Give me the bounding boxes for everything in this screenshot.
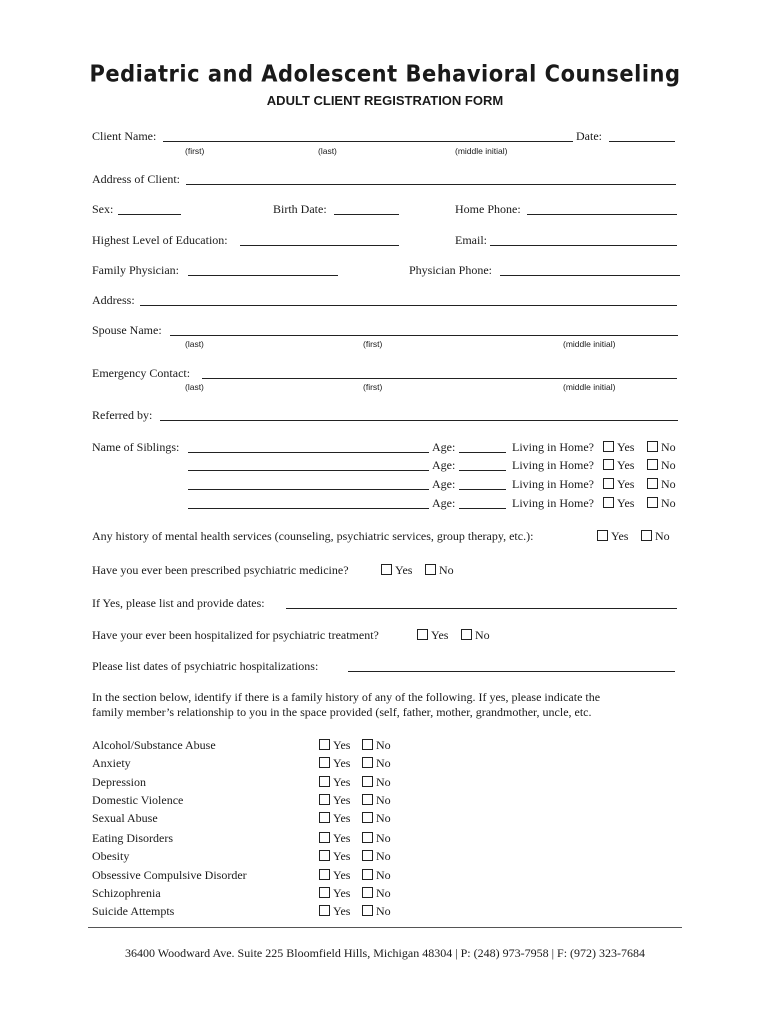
yes-label: Yes	[333, 738, 351, 752]
condition-no[interactable]	[362, 886, 391, 900]
spouse-first-hint: (first)	[363, 339, 383, 349]
sibling-age-field[interactable]	[459, 452, 506, 453]
yes-label: Yes	[333, 831, 351, 845]
condition-yes[interactable]	[319, 831, 350, 845]
medicine-question: Have you ever been prescribed psychiatric medicine?	[92, 563, 349, 577]
yes-label: Yes	[617, 496, 635, 510]
condition-label: Obesity	[92, 849, 130, 863]
emergency-middle-hint: (middle initial)	[563, 382, 616, 392]
condition-no[interactable]	[362, 868, 391, 882]
referred-label: Referred by:	[92, 408, 153, 422]
checkbox-icon[interactable]	[362, 794, 373, 805]
physician-phone-label: Physician Phone:	[409, 263, 492, 277]
client-address-label: Address of Client:	[92, 172, 180, 186]
condition-label: Suicide Attempts	[92, 904, 175, 918]
sibling-name-field[interactable]	[188, 452, 429, 453]
living-yes-option[interactable]	[603, 458, 634, 472]
no-label: No	[661, 477, 676, 491]
condition-yes[interactable]	[319, 811, 350, 825]
no-label: No	[376, 738, 391, 752]
condition-yes[interactable]	[319, 849, 350, 863]
yes-label: Yes	[431, 628, 449, 642]
condition-no[interactable]	[362, 793, 391, 807]
birth-date-field[interactable]	[334, 214, 399, 215]
condition-yes[interactable]	[319, 904, 350, 918]
client-address-field[interactable]	[186, 184, 676, 185]
checkbox-icon[interactable]	[362, 739, 373, 750]
no-label: No	[376, 886, 391, 900]
checkbox-icon[interactable]	[319, 887, 330, 898]
condition-no[interactable]	[362, 756, 391, 770]
checkbox-icon[interactable]	[461, 629, 472, 640]
spouse-last-hint: (last)	[185, 339, 204, 349]
condition-no[interactable]	[362, 904, 391, 918]
checkbox-icon[interactable]	[641, 530, 652, 541]
yes-label: Yes	[333, 868, 351, 882]
no-label: No	[661, 458, 676, 472]
hospitalized-question: Have your ever been hospitalized for psychiatric treatment?	[92, 628, 379, 642]
mental-health-no[interactable]	[641, 529, 670, 543]
yes-label: Yes	[617, 440, 635, 454]
hospitalization-dates-field[interactable]	[348, 671, 675, 672]
emergency-first-hint: (first)	[363, 382, 383, 392]
checkbox-icon[interactable]	[362, 887, 373, 898]
no-label: No	[661, 440, 676, 454]
client-last-hint: (last)	[318, 146, 337, 156]
hospitalized-yes[interactable]	[417, 628, 448, 642]
no-label: No	[661, 496, 676, 510]
condition-yes[interactable]	[319, 886, 350, 900]
condition-yes[interactable]	[319, 738, 350, 752]
checkbox-icon[interactable]	[362, 812, 373, 823]
list-dates-field[interactable]	[286, 608, 677, 609]
practice-title: Pediatric and Adolescent Behavioral Counseling	[89, 60, 681, 88]
living-no-option[interactable]	[647, 477, 676, 491]
condition-label: Domestic Violence	[92, 793, 184, 807]
footer-contact: 36400 Woodward Ave. Suite 225 Bloomfield Hills, Michigan 48304 | P: (248) 973-7958 | F: (972) 323-7684	[124, 946, 646, 960]
home-phone-field[interactable]	[527, 214, 677, 215]
birth-date-label: Birth Date:	[273, 202, 327, 216]
form-title: ADULT CLIENT REGISTRATION FORM	[266, 93, 504, 108]
living-no-option[interactable]	[647, 440, 676, 454]
family-history-instructions-1: In the section below, identify if there is a family history of any of the following. If yes, please indicate the	[92, 690, 601, 704]
living-yes-option[interactable]	[603, 496, 634, 510]
checkbox-icon[interactable]	[319, 905, 330, 916]
no-label: No	[376, 831, 391, 845]
checkbox-icon[interactable]	[319, 869, 330, 880]
client-first-hint: (first)	[185, 146, 205, 156]
checkbox-icon[interactable]	[647, 497, 658, 508]
condition-label: Obsessive Compulsive Disorder	[92, 868, 247, 882]
no-label: No	[655, 529, 670, 543]
yes-label: Yes	[617, 477, 635, 491]
physician-phone-field[interactable]	[500, 275, 680, 276]
no-label: No	[376, 775, 391, 789]
email-field[interactable]	[490, 245, 677, 246]
condition-label: Anxiety	[92, 756, 131, 770]
yes-label: Yes	[395, 563, 413, 577]
sibling-name-field[interactable]	[188, 489, 429, 490]
condition-yes[interactable]	[319, 793, 350, 807]
education-label: Highest Level of Education:	[92, 233, 228, 247]
checkbox-icon[interactable]	[362, 905, 373, 916]
date-label: Date:	[576, 129, 602, 143]
living-yes-option[interactable]	[603, 440, 634, 454]
no-label: No	[376, 904, 391, 918]
checkbox-icon[interactable]	[603, 497, 614, 508]
sex-label: Sex:	[92, 202, 114, 216]
checkbox-icon[interactable]	[381, 564, 392, 575]
condition-label: Sexual Abuse	[92, 811, 158, 825]
checkbox-icon[interactable]	[319, 739, 330, 750]
sibling-age-label: Age:	[432, 496, 456, 510]
condition-no[interactable]	[362, 811, 391, 825]
condition-label: Alcohol/Substance Abuse	[92, 738, 216, 752]
sex-field[interactable]	[118, 214, 181, 215]
yes-label: Yes	[333, 793, 351, 807]
checkbox-icon[interactable]	[319, 776, 330, 787]
no-label: No	[376, 756, 391, 770]
yes-label: Yes	[333, 811, 351, 825]
checkbox-icon[interactable]	[362, 869, 373, 880]
client-middle-hint: (middle initial)	[455, 146, 508, 156]
checkbox-icon[interactable]	[647, 478, 658, 489]
yes-label: Yes	[333, 886, 351, 900]
living-label: Living in Home?	[512, 477, 594, 491]
home-phone-label: Home Phone:	[455, 202, 521, 216]
list-dates-label: If Yes, please list and provide dates:	[92, 596, 265, 610]
condition-no[interactable]	[362, 738, 391, 752]
no-label: No	[376, 811, 391, 825]
living-label: Living in Home?	[512, 440, 594, 454]
checkbox-icon[interactable]	[319, 832, 330, 843]
checkbox-icon[interactable]	[425, 564, 436, 575]
physician-label: Family Physician:	[92, 263, 179, 277]
medicine-yes[interactable]	[381, 563, 412, 577]
no-label: No	[439, 563, 454, 577]
family-history-instructions-2: family member’s relationship to you in the space provided (self, father, mother, grandmother, uncle, etc.	[92, 705, 592, 719]
no-label: No	[376, 868, 391, 882]
sibling-name-field[interactable]	[188, 470, 429, 471]
checkbox-icon[interactable]	[597, 530, 608, 541]
sibling-age-field[interactable]	[459, 470, 506, 471]
living-label: Living in Home?	[512, 496, 594, 510]
no-label: No	[475, 628, 490, 642]
hospitalization-dates-label: Please list dates of psychiatric hospitalizations:	[92, 659, 319, 673]
checkbox-icon[interactable]	[319, 794, 330, 805]
checkbox-icon[interactable]	[417, 629, 428, 640]
checkbox-icon[interactable]	[647, 459, 658, 470]
living-no-option[interactable]	[647, 496, 676, 510]
living-yes-option[interactable]	[603, 477, 634, 491]
physician-field[interactable]	[188, 275, 338, 276]
condition-yes[interactable]	[319, 775, 350, 789]
spouse-middle-hint: (middle initial)	[563, 339, 616, 349]
condition-yes[interactable]	[319, 868, 350, 882]
emergency-label: Emergency Contact:	[92, 366, 191, 380]
email-label: Email:	[455, 233, 487, 247]
no-label: No	[376, 793, 391, 807]
checkbox-icon[interactable]	[362, 757, 373, 768]
living-no-option[interactable]	[647, 458, 676, 472]
condition-no[interactable]	[362, 775, 391, 789]
sibling-name-field[interactable]	[188, 508, 429, 509]
medicine-no[interactable]	[425, 563, 454, 577]
checkbox-icon[interactable]	[647, 441, 658, 452]
yes-label: Yes	[333, 756, 351, 770]
checkbox-icon[interactable]	[319, 850, 330, 861]
emergency-last-hint: (last)	[185, 382, 204, 392]
sibling-age-label: Age:	[432, 440, 456, 454]
condition-label: Schizophrenia	[92, 886, 161, 900]
checkbox-icon[interactable]	[603, 441, 614, 452]
address-field[interactable]	[140, 305, 677, 306]
client-name-field[interactable]	[163, 141, 573, 142]
client-name-label: Client Name:	[92, 129, 157, 143]
education-field[interactable]	[240, 245, 399, 246]
checkbox-icon[interactable]	[362, 776, 373, 787]
sibling-age-field[interactable]	[459, 508, 506, 509]
no-label: No	[376, 849, 391, 863]
mental-health-yes[interactable]	[597, 529, 628, 543]
checkbox-icon[interactable]	[319, 757, 330, 768]
footer-divider	[88, 927, 682, 928]
condition-yes[interactable]	[319, 756, 350, 770]
yes-label: Yes	[611, 529, 629, 543]
checkbox-icon[interactable]	[362, 850, 373, 861]
checkbox-icon[interactable]	[362, 832, 373, 843]
hospitalized-no[interactable]	[461, 628, 490, 642]
checkbox-icon[interactable]	[319, 812, 330, 823]
yes-label: Yes	[333, 849, 351, 863]
checkbox-icon[interactable]	[603, 478, 614, 489]
sibling-age-label: Age:	[432, 477, 456, 491]
spouse-field[interactable]	[170, 335, 678, 336]
living-label: Living in Home?	[512, 458, 594, 472]
condition-no[interactable]	[362, 831, 391, 845]
mental-health-question: Any history of mental health services (counseling, psychiatric services, group therapy, etc.):	[92, 529, 534, 543]
referred-field[interactable]	[160, 420, 678, 421]
yes-label: Yes	[333, 904, 351, 918]
emergency-field[interactable]	[202, 378, 677, 379]
address-label: Address:	[92, 293, 135, 307]
condition-label: Depression	[92, 775, 146, 789]
condition-label: Eating Disorders	[92, 831, 173, 845]
siblings-label: Name of Siblings:	[92, 440, 180, 454]
sibling-age-field[interactable]	[459, 489, 506, 490]
sibling-age-label: Age:	[432, 458, 456, 472]
condition-no[interactable]	[362, 849, 391, 863]
yes-label: Yes	[333, 775, 351, 789]
spouse-label: Spouse Name:	[92, 323, 162, 337]
checkbox-icon[interactable]	[603, 459, 614, 470]
date-field[interactable]	[609, 141, 675, 142]
yes-label: Yes	[617, 458, 635, 472]
